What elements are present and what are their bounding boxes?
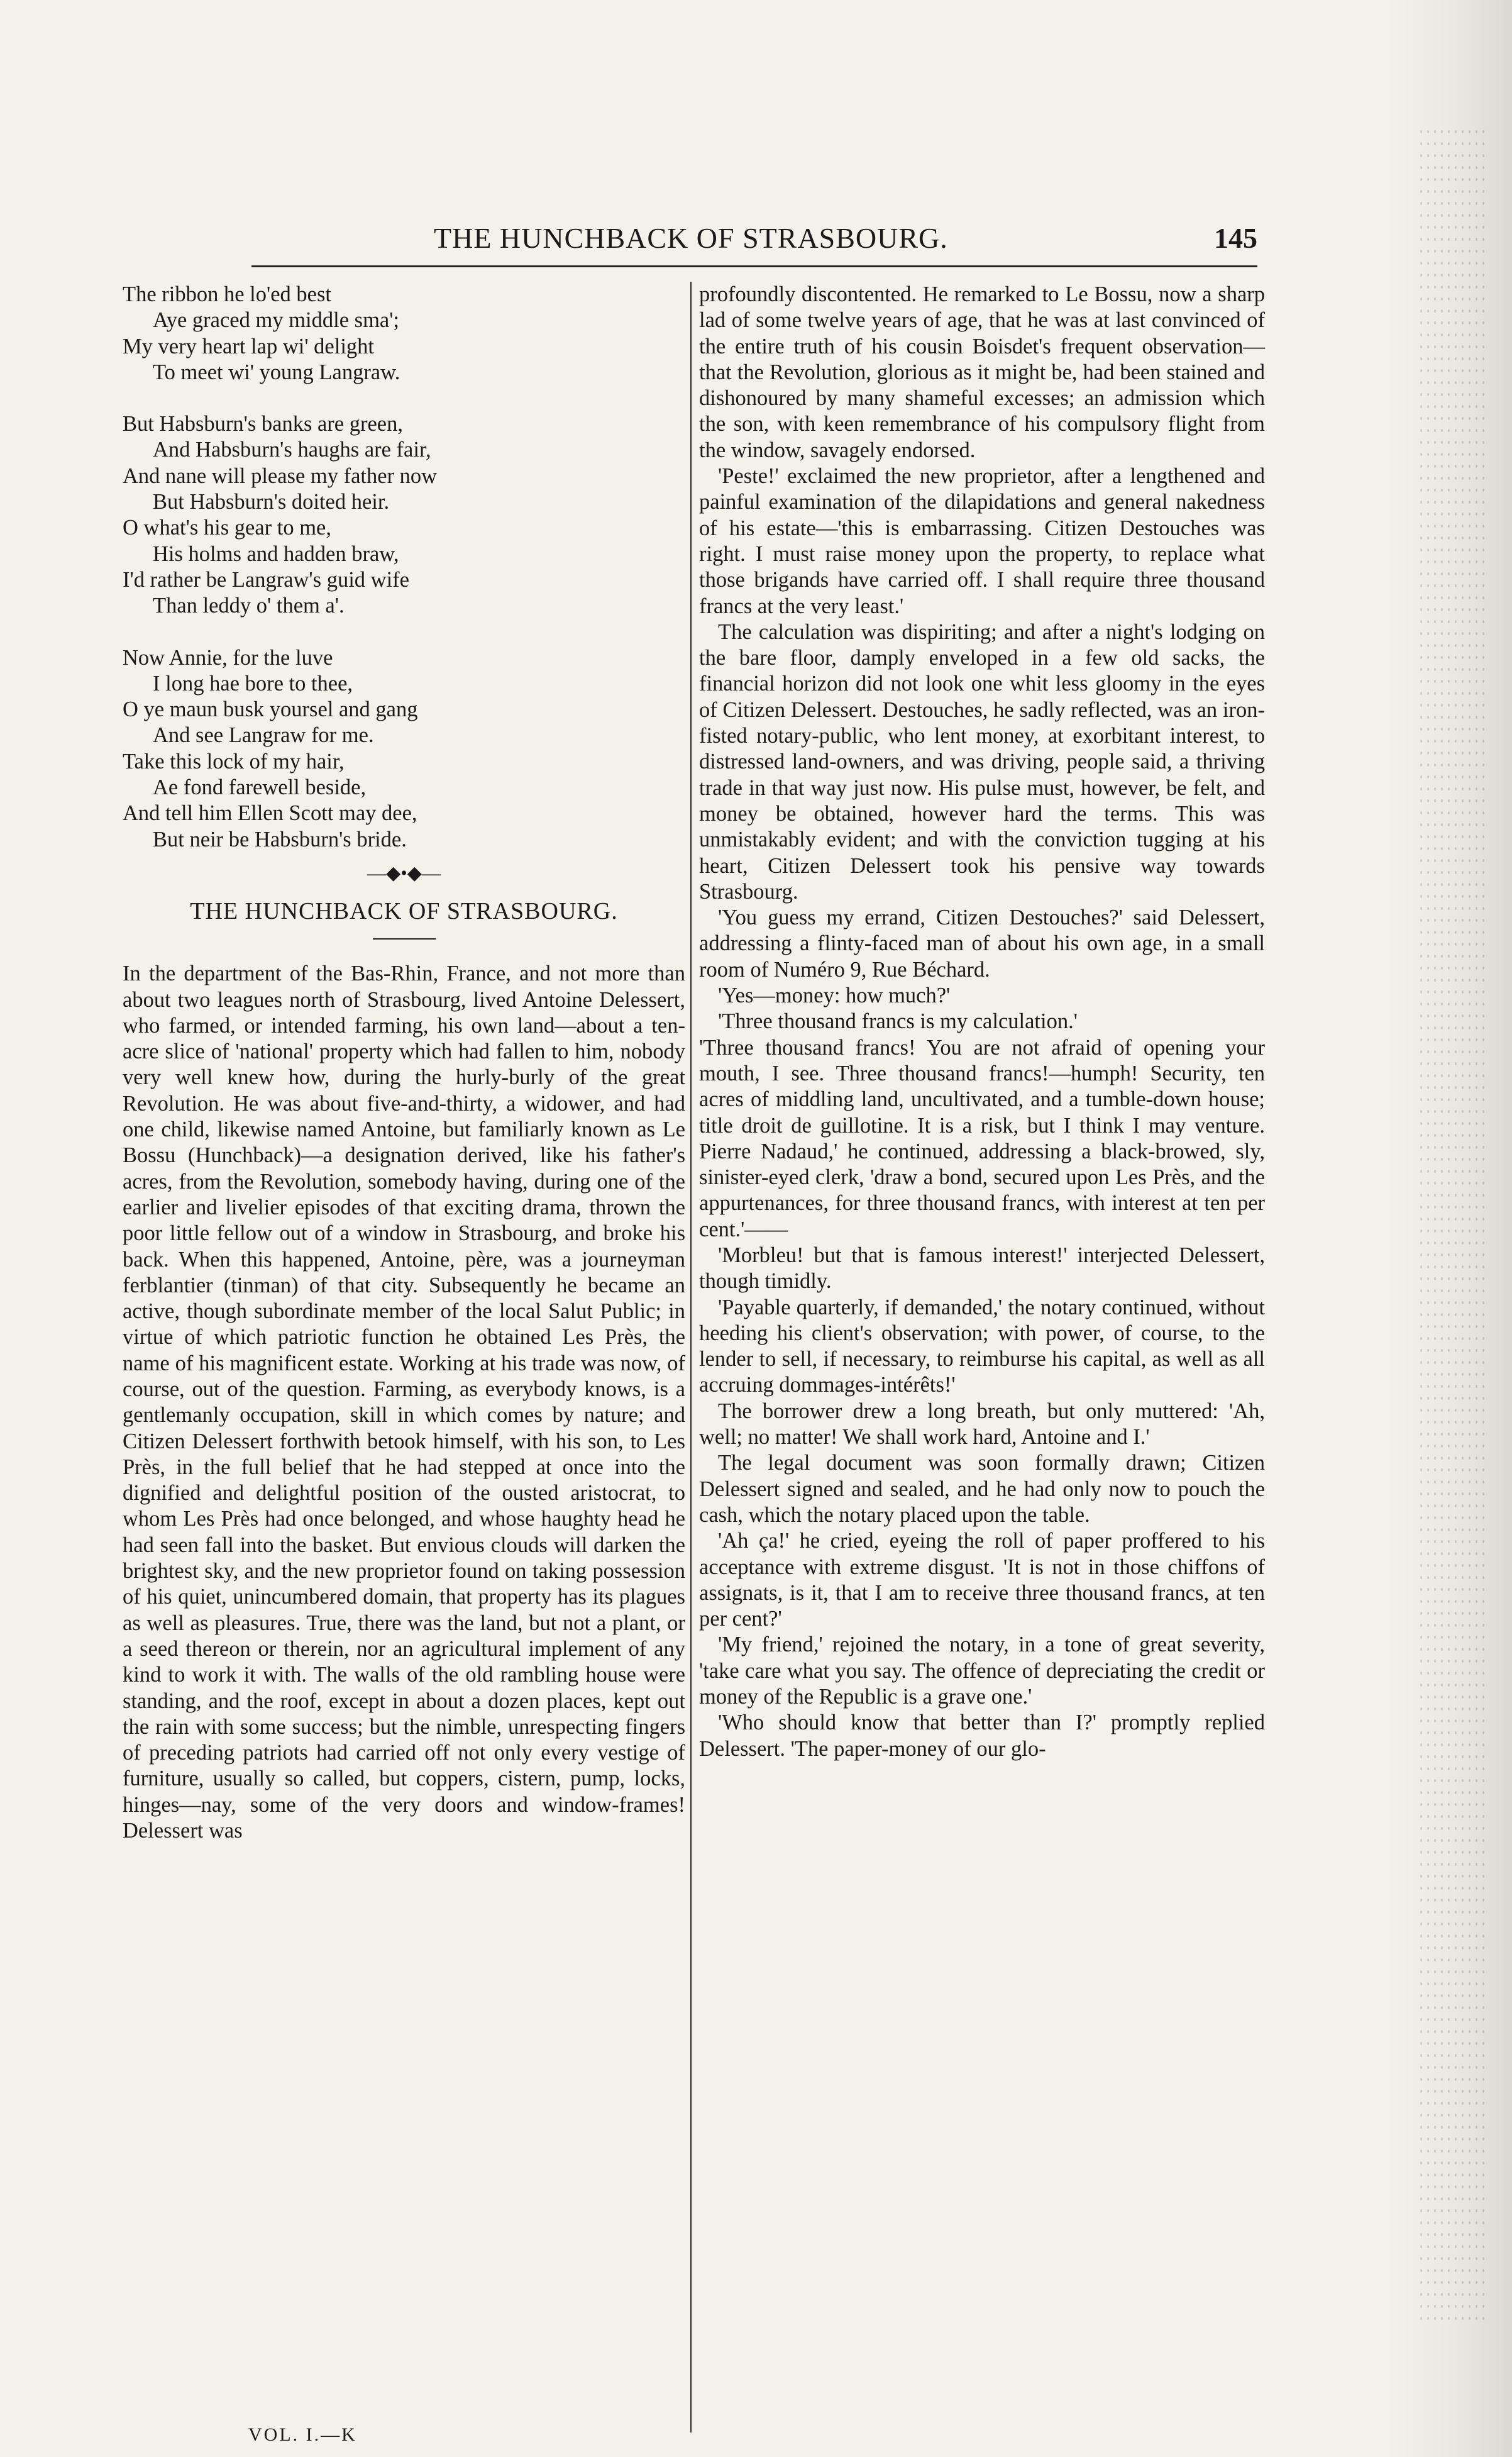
right-column (699, 282, 1265, 1762)
poem-stanza (123, 411, 685, 619)
column-divider (690, 282, 692, 2432)
poem-line: And Habsburn's haughs are fair, (153, 438, 431, 462)
paragraph: 'Payable quarterly, if demanded,' the notary continued, without heeding his client's observation; with power, of course, to the lender to sell, if necessary, to reimburse his capital, as well as all accruing dommages-intérêts!' (699, 1295, 1265, 1397)
poem-line: Ae fond farewell beside, (153, 775, 367, 800)
poem-line: My very heart lap wi' delight (123, 334, 374, 358)
left-body (123, 961, 685, 1844)
paragraph: The borrower drew a long breath, but only muttered: 'Ah, well; no matter! We shall work hard, Antoine and I.' (699, 1399, 1265, 1450)
title-rule (373, 938, 436, 940)
poem-line: O ye maun busk yoursel and gang (123, 697, 418, 722)
poem-line: But Habsburn's doited heir. (153, 490, 390, 514)
poem-line: Take this lock of my hair, (123, 749, 345, 774)
paragraph: 'Peste!' exclaimed the new proprietor, after a lengthened and painful examination of the dilapidations and general nakedness of his estate—'this is embarrassing. Citizen Destouches was right. I must raise money upon the property, to replace what those brigands have carried off. I shall require three thousand francs at the very least.' (699, 464, 1265, 618)
paragraph: 'Ah ça!' he cried, eyeing the roll of paper proffered to his acceptance with extreme disgust. 'It is not in those chiffons of assignats, is it, that I am to receive three thousand francs, at ten per cent?' (699, 1529, 1265, 1631)
paragraph: 'Three thousand francs! You are not afraid of opening your mouth, I see. Three thousand francs!—humph! Security, ten acres of middling land, uncultivated, and a tumble-down house; title droit de guillotine. It is a risk, but I think I may venture. Pierre Nadaud,' he continued, addressing a black-browed, sly, sinister-eyed clerk, 'draw a bond, secured upon Les Près, and the appurtenances, for three thousand francs, with interest at ten per cent.'—— (699, 1035, 1265, 1241)
poem-line: Than leddy o' them a'. (153, 594, 345, 618)
signature-mark: VOL. I.—K (248, 2424, 357, 2445)
poem-line: The ribbon he lo'ed best (123, 282, 331, 306)
running-title: THE HUNCHBACK OF STRASBOURG. (434, 222, 948, 254)
page-number: 145 (1214, 222, 1257, 254)
paragraph: 'Morbleu! but that is famous interest!' interjected Delessert, though timidly. (699, 1243, 1265, 1294)
paragraph: In the department of the Bas-Rhin, France, and not more than about two leagues north of Strasbourg, lived Antoine Delessert, who farmed, or intended farming, his own land—about a ten-acre slice of 'national' property which had fallen to him, nobody very well knew how, during the hurly-burly of the great Revolution. He was about five-and-thirty, a widower, and had one child, likewise named Antoine, but familiarly known as Le Bossu (Hunchback)—a designation derived, like his father's acres, from the Revolution, somebody having, during one of the earlier and livelier episodes of that exciting drama, thrown the poor little fellow out of a window in Strasbourg, and broke his back. When this happened, Antoine, père, was a journeyman ferblantier (tinman) of that city. Subsequently he became an active, though subordinate member of the local Salut Public; in virtue of which patriotic function he obtained Les Près, the name of his magnificent estate. Working at his trade was now, of course, out of the question. Farming, as everybody knows, is a gentlemanly occupation, skill in which comes by nature; and Citizen Delessert forthwith betook himself, with his son, to Les Près, in the full belief that he had stepped at once into the dignified and delightful position of the ousted aristocrat, to whom Les Près had once belonged, and whose haughty head he had seen fall into the basket. But envious clouds will darken the brightest sky, and the new proprietor found on taking possession of his quiet, unincumbered domain, that property has its plagues as well as pleasures. True, there was the land, but not a plant, or a seed thereon or therein, nor an agricultural implement of any kind to work it with. The walls of the old rambling house were standing, and the roof, except in about a dozen places, kept out the rain with some success; but the nimble, unrespecting fingers of preceding patriots had carried off not only every vestige of furniture, usually so called, but coppers, cistern, pump, locks, hinges—nay, some of the very doors and window-frames! Delessert was (123, 962, 685, 1843)
left-column (123, 282, 685, 1844)
poem-line: And nane will please my father now (123, 463, 438, 488)
paragraph: profoundly discontented. He remarked to Le Bossu, now a sharp lad of some twelve years of age, that he was at last convinced of the entire truth of his cousin Boisdet's frequent observation—that the Revolution, glorious as it might be, had been stained and dishonoured by many shameful excesses; an admission which the son, with keen remembrance of his compulsory flight from the window, savagely endorsed. (699, 282, 1265, 462)
poem-line: O what's his gear to me, (123, 516, 331, 540)
paragraph: 'Yes—money: how much?' (718, 984, 951, 1008)
poem-stanza (123, 645, 685, 853)
poem-line: And tell him Ellen Scott may dee, (123, 801, 417, 826)
poem-line: His holms and hadden braw, (153, 541, 399, 566)
paragraph: The legal document was soon formally drawn; Citizen Delessert signed and sealed, and he had only now to pouch the cash, which the notary placed upon the table. (699, 1451, 1265, 1527)
binding-edge-speckle (1418, 126, 1487, 2327)
poem-stanza (123, 282, 685, 385)
page-header (251, 221, 1257, 267)
poem-line: But Habsburn's banks are green, (123, 412, 403, 436)
article-title: THE HUNCHBACK OF STRASBOURG. (190, 897, 618, 924)
poem-line: To meet wi' young Langraw. (153, 360, 400, 384)
poem-line: I long hae bore to thee, (153, 671, 353, 696)
poem-line: I'd rather be Langraw's guid wife (123, 567, 409, 592)
paragraph: 'Three thousand francs is my calculation.' (718, 1009, 1078, 1034)
paragraph: 'You guess my errand, Citizen Destouches?' said Delessert, addressing a flinty-faced man of about his own age, in a small room of Numéro 9, Rue Béchard. (699, 906, 1265, 982)
poem-line: Aye graced my middle sma'; (153, 308, 400, 333)
poem-line: Now Annie, for the luve (123, 645, 333, 670)
paragraph: 'My friend,' rejoined the notary, in a tone of great severity, 'take care what you say. The offence of depreciating the credit or money of the Republic is a grave one.' (699, 1633, 1265, 1709)
poem-line: But neir be Habsburn's bride. (153, 827, 407, 851)
poem (123, 282, 685, 853)
paragraph: 'Who should know that better than I?' promptly replied Delessert. 'The paper-money of our glo- (699, 1711, 1265, 1761)
paragraph: The calculation was dispiriting; and after a night's lodging on the bare floor, damply enveloped in a few old sacks, the financial horizon did not look one whit less gloomy in the eyes of Citizen Delessert. Destouches, he sadly reflected, was an iron-fisted notary-public, who lent money, at exorbitant interest, to distressed land-owners, and was driving, people said, a thriving trade in that way just now. His pulse must, however, be felt, and money be obtained, however hard the terms. This was unmistakably evident; and with the conviction tugging at his heart, Citizen Delessert took his pensive way towards Strasbourg. (699, 619, 1265, 904)
poem-line: And see Langraw for me. (153, 723, 374, 748)
ornament-divider: —◆•◆— (367, 862, 441, 884)
